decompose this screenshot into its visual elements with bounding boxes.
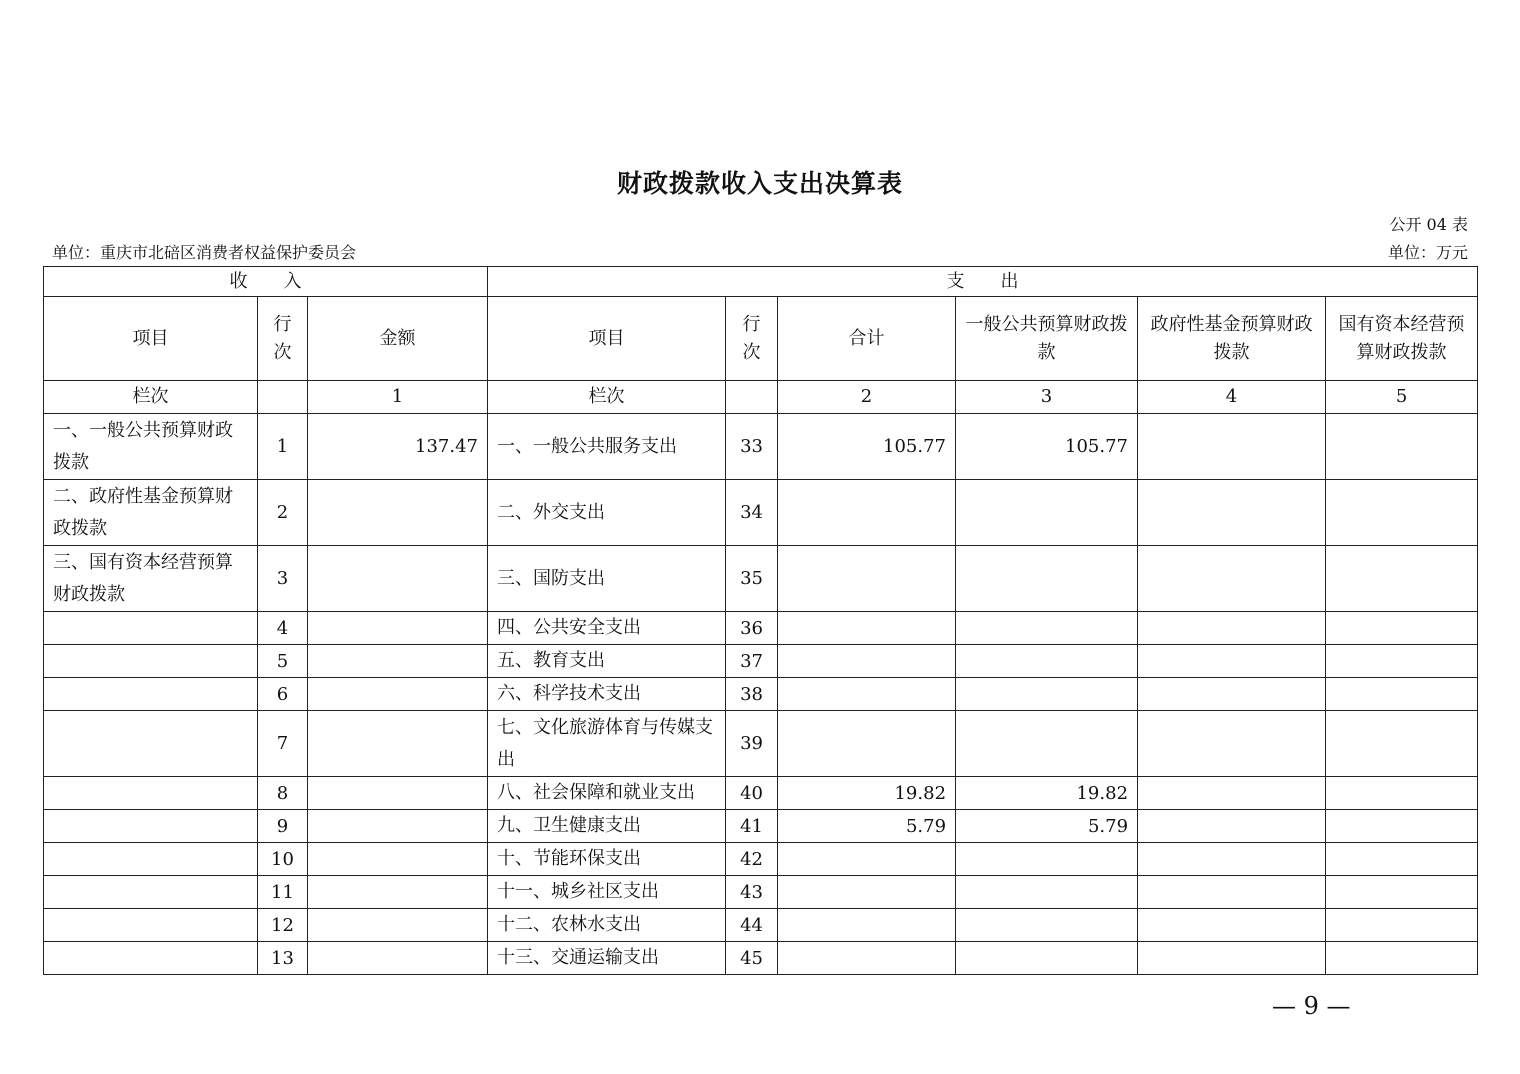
total-value	[778, 546, 956, 612]
expense-line-no: 41	[726, 810, 778, 843]
state-capital-value	[1326, 612, 1478, 645]
income-amount	[308, 942, 488, 975]
expense-line-no: 45	[726, 942, 778, 975]
table-row	[44, 480, 1478, 546]
expense-line-no: 38	[726, 678, 778, 711]
unit-organization: 单位：重庆市北碚区消费者权益保护委员会	[52, 243, 357, 262]
table-row	[44, 909, 1478, 942]
income-amount: 137.47	[308, 414, 488, 480]
table-row	[44, 777, 1478, 810]
state-capital-value	[1326, 546, 1478, 612]
income-amount	[308, 810, 488, 843]
income-amount	[308, 546, 488, 612]
state-capital-value	[1326, 777, 1478, 810]
column-index-5: 5	[1326, 381, 1478, 414]
income-amount	[308, 777, 488, 810]
expense-item: 十一、城乡社区支出	[488, 876, 726, 909]
column-index-blank	[726, 381, 778, 414]
general-budget-value: 19.82	[956, 777, 1138, 810]
state-capital-value	[1326, 480, 1478, 546]
income-amount	[308, 909, 488, 942]
income-line-no: 1	[258, 414, 308, 480]
income-line-no: 12	[258, 909, 308, 942]
general-budget-value: 5.79	[956, 810, 1138, 843]
expense-item: 六、科学技术支出	[488, 678, 726, 711]
state-capital-value	[1326, 414, 1478, 480]
total-value	[778, 942, 956, 975]
income-amount	[308, 480, 488, 546]
total-value	[778, 645, 956, 678]
income-amount	[308, 876, 488, 909]
table-row	[44, 414, 1478, 480]
general-budget-value: 105.77	[956, 414, 1138, 480]
state-capital-value	[1326, 909, 1478, 942]
income-line-no: 7	[258, 711, 308, 777]
gov-fund-value	[1138, 843, 1326, 876]
table-row	[44, 942, 1478, 975]
expense-line-no: 39	[726, 711, 778, 777]
income-item	[44, 843, 258, 876]
total-value: 105.77	[778, 414, 956, 480]
gov-fund-value	[1138, 810, 1326, 843]
income-amount	[308, 711, 488, 777]
state-capital-value	[1326, 678, 1478, 711]
expense-line-no: 44	[726, 909, 778, 942]
state-capital-value	[1326, 876, 1478, 909]
income-item-header: 项目	[44, 297, 258, 381]
income-item	[44, 909, 258, 942]
income-line-no: 10	[258, 843, 308, 876]
income-item	[44, 810, 258, 843]
gov-fund-value	[1138, 480, 1326, 546]
expense-item: 二、外交支出	[488, 480, 726, 546]
unit-currency: 单位：万元	[1387, 243, 1468, 262]
general-budget-value	[956, 942, 1138, 975]
income-amount	[308, 843, 488, 876]
income-item	[44, 645, 258, 678]
income-line-no: 2	[258, 480, 308, 546]
column-index-label: 栏次	[488, 381, 726, 414]
income-line-no: 8	[258, 777, 308, 810]
table-row	[44, 546, 1478, 612]
state-capital-header: 国有资本经营预算财政拨款	[1326, 297, 1478, 381]
income-amount	[308, 645, 488, 678]
table-row	[44, 843, 1478, 876]
expense-item: 十三、交通运输支出	[488, 942, 726, 975]
column-index-blank	[258, 381, 308, 414]
table-row	[44, 678, 1478, 711]
expense-item: 四、公共安全支出	[488, 612, 726, 645]
general-budget-value	[956, 678, 1138, 711]
expense-item-header: 项目	[488, 297, 726, 381]
expense-line-no: 43	[726, 876, 778, 909]
income-line-no-header: 行次	[258, 297, 308, 381]
total-value	[778, 612, 956, 645]
state-capital-value	[1326, 942, 1478, 975]
expense-item: 八、社会保障和就业支出	[488, 777, 726, 810]
gov-fund-value	[1138, 777, 1326, 810]
general-budget-value	[956, 843, 1138, 876]
income-line-no: 11	[258, 876, 308, 909]
expense-item: 七、文化旅游体育与传媒支出	[488, 711, 726, 777]
income-line-no: 13	[258, 942, 308, 975]
total-value	[778, 876, 956, 909]
income-line-no: 9	[258, 810, 308, 843]
general-budget-header: 一般公共预算财政拨款	[956, 297, 1138, 381]
page-title: 财政拨款收入支出决算表	[616, 169, 903, 198]
income-item	[44, 678, 258, 711]
general-budget-value	[956, 711, 1138, 777]
income-line-no: 4	[258, 612, 308, 645]
general-budget-value	[956, 876, 1138, 909]
income-item	[44, 711, 258, 777]
expense-line-no: 33	[726, 414, 778, 480]
total-value	[778, 843, 956, 876]
expense-line-no: 35	[726, 546, 778, 612]
income-amount-header: 金额	[308, 297, 488, 381]
column-index-2: 2	[778, 381, 956, 414]
expense-group-header: 支 出	[488, 267, 1478, 297]
income-item: 三、国有资本经营预算财政拨款	[44, 546, 258, 612]
income-item: 一、一般公共预算财政拨款	[44, 414, 258, 480]
column-index-4: 4	[1138, 381, 1326, 414]
expense-item: 十、节能环保支出	[488, 843, 726, 876]
expense-line-no: 34	[726, 480, 778, 546]
gov-fund-value	[1138, 876, 1326, 909]
gov-fund-value	[1138, 414, 1326, 480]
state-capital-value	[1326, 645, 1478, 678]
gov-fund-header: 政府性基金预算财政拨款	[1138, 297, 1326, 381]
fiscal-allocation-table	[43, 266, 1478, 975]
gov-fund-value	[1138, 645, 1326, 678]
table-row	[44, 612, 1478, 645]
income-amount	[308, 678, 488, 711]
income-item	[44, 942, 258, 975]
table-row	[44, 876, 1478, 909]
gov-fund-value	[1138, 909, 1326, 942]
expense-line-no: 36	[726, 612, 778, 645]
income-item: 二、政府性基金预算财政拨款	[44, 480, 258, 546]
expense-line-no: 37	[726, 645, 778, 678]
gov-fund-value	[1138, 612, 1326, 645]
income-amount	[308, 612, 488, 645]
income-group-header: 收 入	[44, 267, 488, 297]
state-capital-value	[1326, 843, 1478, 876]
expense-item: 三、国防支出	[488, 546, 726, 612]
page-number: — 9 —	[1272, 992, 1351, 1020]
total-value: 19.82	[778, 777, 956, 810]
income-item	[44, 777, 258, 810]
general-budget-value	[956, 909, 1138, 942]
table-row	[44, 711, 1478, 777]
total-value	[778, 711, 956, 777]
column-index-3: 3	[956, 381, 1138, 414]
general-budget-value	[956, 612, 1138, 645]
gov-fund-value	[1138, 546, 1326, 612]
expense-item: 十二、农林水支出	[488, 909, 726, 942]
state-capital-value	[1326, 711, 1478, 777]
total-value	[778, 480, 956, 546]
general-budget-value	[956, 546, 1138, 612]
gov-fund-value	[1138, 678, 1326, 711]
expense-item: 九、卫生健康支出	[488, 810, 726, 843]
general-budget-value	[956, 480, 1138, 546]
column-index-1: 1	[308, 381, 488, 414]
general-budget-value	[956, 645, 1138, 678]
income-line-no: 6	[258, 678, 308, 711]
total-value	[778, 909, 956, 942]
table-row	[44, 645, 1478, 678]
expense-item: 五、教育支出	[488, 645, 726, 678]
income-line-no: 5	[258, 645, 308, 678]
form-number: 公开 04 表	[1389, 215, 1468, 234]
income-item	[44, 612, 258, 645]
gov-fund-value	[1138, 942, 1326, 975]
expense-item: 一、一般公共服务支出	[488, 414, 726, 480]
total-value	[778, 678, 956, 711]
expense-line-no-header: 行次	[726, 297, 778, 381]
gov-fund-value	[1138, 711, 1326, 777]
income-item	[44, 876, 258, 909]
total-header: 合计	[778, 297, 956, 381]
state-capital-value	[1326, 810, 1478, 843]
expense-line-no: 40	[726, 777, 778, 810]
column-index-label: 栏次	[44, 381, 258, 414]
expense-line-no: 42	[726, 843, 778, 876]
table-row	[44, 810, 1478, 843]
income-line-no: 3	[258, 546, 308, 612]
total-value: 5.79	[778, 810, 956, 843]
